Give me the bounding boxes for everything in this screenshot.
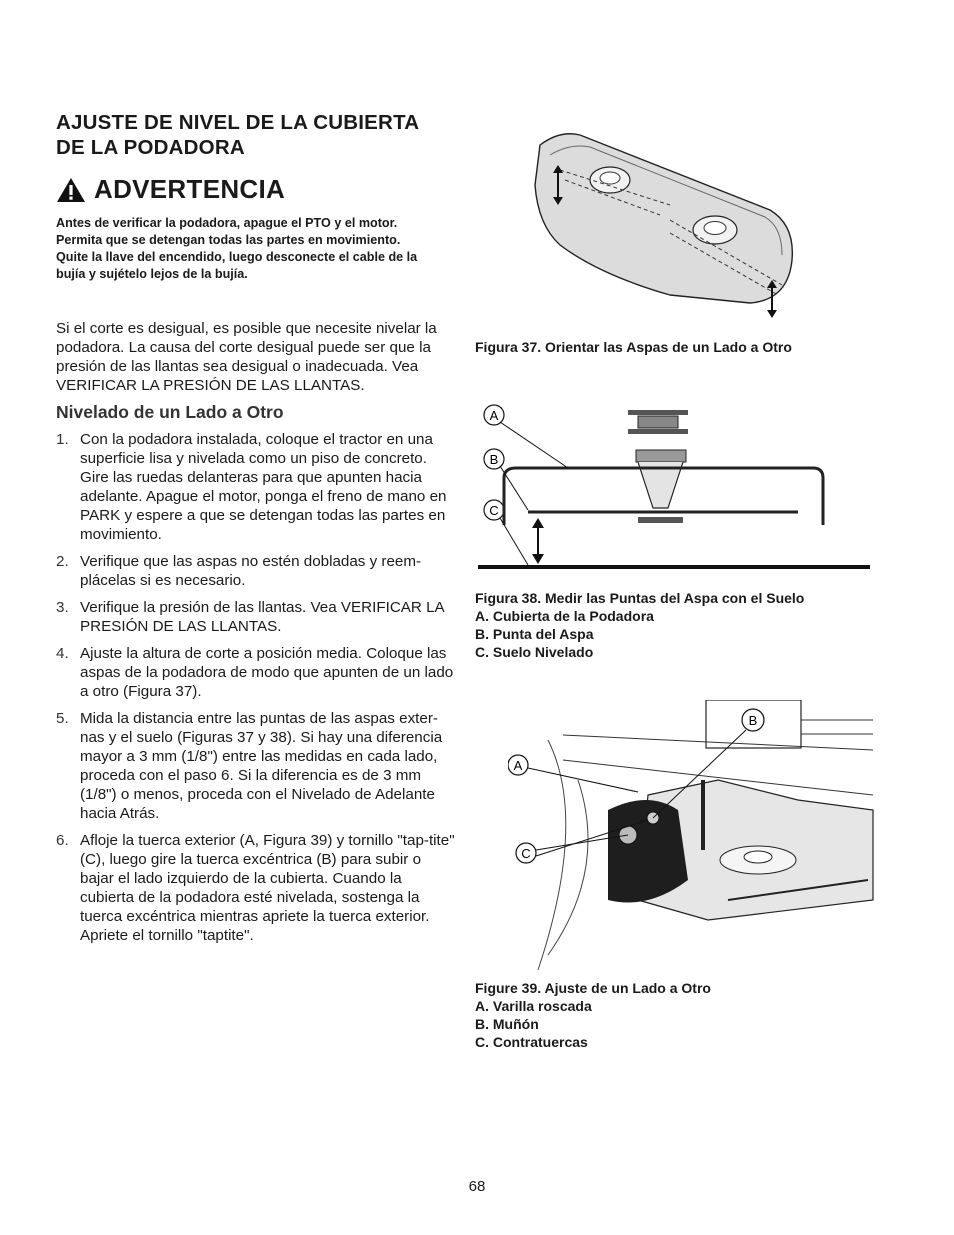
list-item: 1. Con la podadora instalada, coloque el tractor en una superficie lisa y nivelada como un piso de concreto. Gire las ruedas delanteras para que apunten hacia adelante. Apague el motor, ponga el freno de mano en PARK y espere a que se detengan todas las partes en movimiento.: [56, 431, 447, 543]
callout-c: C: [489, 503, 499, 518]
list-item: 2. Verifique que las aspas no estén dobladas y reem-plácelas si es necesario.: [56, 553, 422, 589]
list-item: 3. Verifique la presión de las llantas. Vea VERIFICAR LA PRESIÓN DE LAS LLANTAS.: [56, 599, 444, 635]
figure-38-caption: Figura 38. Medir las Puntas del Aspa con el Suelo A. Cubierta de la Podadora B. Punta del Aspa C. Suelo Nivelado: [475, 590, 805, 660]
callout-a: A: [513, 758, 523, 773]
subheading: Nivelado de un Lado a Otro: [56, 402, 284, 422]
list-item: 6. Afloje la tuerca exterior (A, Figura 39) y tornillo "tap-tite" (C), luego gire la tuerca excéntrica (B) para subir o bajar el lado izquierdo de la cubierta. Cuando la cubierta de la podadora esté nivelada, sostenga la tuerca excéntrica mientras apriete la tuerca exterior. Apriete el tornillo "taptite".: [56, 832, 455, 944]
figure-39-adjustment-illustration: [508, 700, 874, 975]
list-item: 5. Mida la distancia entre las puntas de las aspas exter-nas y el suelo (Figuras 37 y 38). Si hay una diferencia mayor a 3 mm (1/8") entre las medidas en cada lado, proceda con el paso 6. Si la diferencia es de 3 mm (1/8") o menos, proceda con el Nivelado de Adelante hacia Atrás.: [56, 710, 443, 822]
page-number: 68: [468, 1178, 486, 1195]
figure-37-caption: Figura 37. Orientar las Aspas de un Lado a Otro: [475, 339, 792, 355]
list-item: 4. Ajuste la altura de corte a posición media. Coloque las aspas de la podadora de modo que apunten de un lado a otro (Figura 37).: [56, 645, 454, 700]
warning-body: Antes de verificar la podadora, apague el PTO y el motor. Permita que se detengan todas las partes en movimiento. Quite la llave del encendido, luego desconecte el cable de la bujía y sujételo lejos de la bujía.: [56, 216, 418, 281]
figure-39-caption: Figure 39. Ajuste de un Lado a Otro A. Varilla roscada B. Muñón C. Contratuercas: [475, 980, 711, 1050]
warning-triangle-icon: [56, 177, 86, 203]
warning-label: ADVERTENCIA: [94, 174, 286, 204]
steps-list: [56, 430, 456, 953]
warning-header: [56, 174, 285, 205]
figure-38-blade-diagram: [478, 400, 874, 572]
callout-b: B: [748, 713, 758, 728]
callout-a: A: [489, 408, 499, 423]
callout-b: B: [489, 452, 499, 467]
callout-c: C: [521, 846, 531, 861]
figure-37-deck-illustration: [520, 125, 810, 320]
section-title: AJUSTE DE NIVEL DE LA CUBIERTA DE LA PODADORA: [56, 111, 420, 159]
intro-paragraph: Si el corte es desigual, es posible que necesite nivelar la podadora. La causa del corte desigual puede ser que la presión de las llantas sea desigual o inadecuada. Vea VERIFICAR LA PRESIÓN DE LAS LLANTAS.: [56, 320, 437, 394]
